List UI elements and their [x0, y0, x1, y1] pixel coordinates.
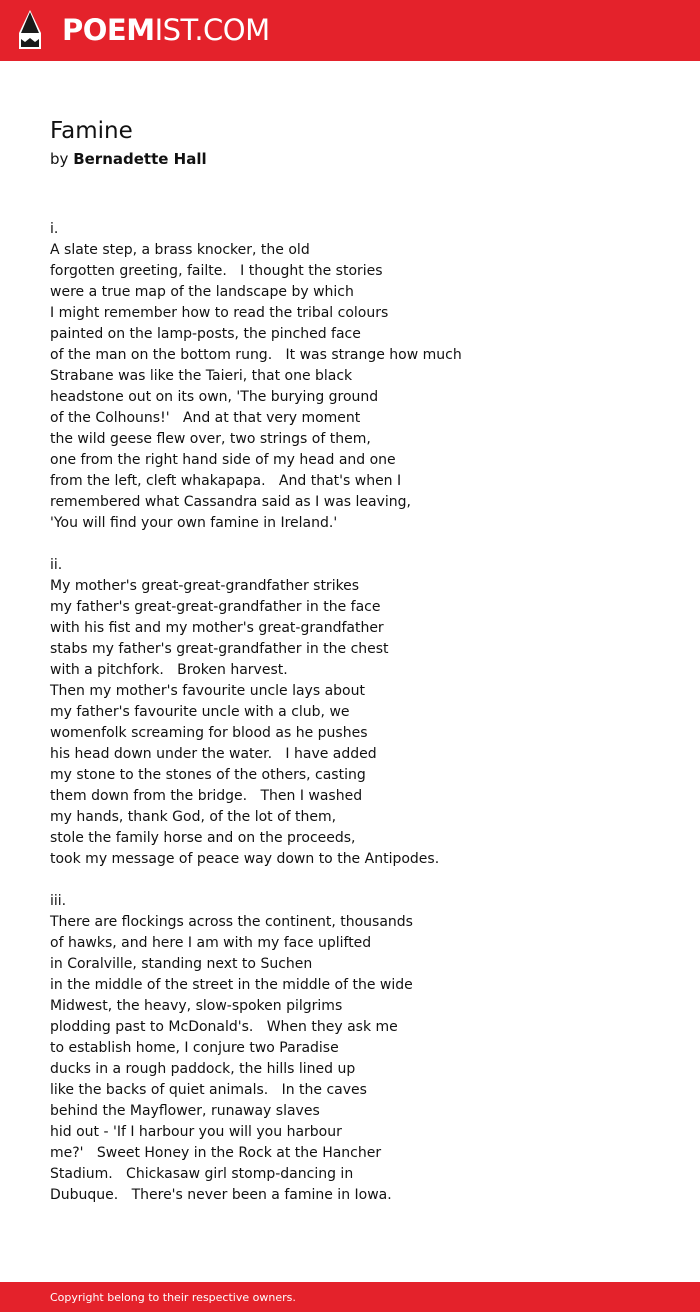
poem-line: hid out - 'If I harbour you will you harbour — [50, 1124, 342, 1140]
poem-line: his head down under the water. I have added — [50, 746, 377, 762]
stanza-number: i. — [50, 221, 59, 237]
poem-line: stabs my father's great-grandfather in the chest — [50, 641, 389, 657]
poem-line: were a true map of the landscape by which — [50, 284, 354, 300]
stanza-number: ii. — [50, 557, 63, 573]
poem-line: behind the Mayflower, runaway slaves — [50, 1103, 320, 1119]
poem-line: my stone to the stones of the others, casting — [50, 767, 366, 783]
poem-line: womenfolk screaming for blood as he pushes — [50, 725, 368, 741]
poem-line: A slate step, a brass knocker, the old — [50, 242, 310, 258]
poem-line: Midwest, the heavy, slow-spoken pilgrims — [50, 998, 343, 1014]
poem-line: me?' Sweet Honey in the Rock at the Hancher — [50, 1145, 382, 1161]
logo-text-light: IST.COM — [154, 13, 270, 47]
poem-line: stole the family horse and on the proceeds, — [50, 830, 356, 846]
poem-line: I might remember how to read the tribal colours — [50, 305, 389, 321]
poem-stanza — [50, 555, 670, 870]
poem-line: my father's favourite uncle with a club, we — [50, 704, 350, 720]
poem-line: from the left, cleft whakapapa. And that's when I — [50, 473, 402, 489]
poem-line: painted on the lamp-posts, the pinched face — [50, 326, 361, 342]
poem-line: with a pitchfork. Broken harvest. — [50, 662, 288, 678]
poem-line: Then my mother's favourite uncle lays about — [50, 683, 365, 699]
poem-line: forgotten greeting, failte. I thought the stories — [50, 263, 383, 279]
copyright-notice: Copyright belong to their respective owners. — [50, 1291, 296, 1304]
poem-line: with his fist and my mother's great-grandfather — [50, 620, 384, 636]
poem-line: My mother's great-great-grandfather strikes — [50, 578, 360, 594]
poem-stanza — [50, 891, 670, 1206]
byline-prefix: by — [50, 150, 69, 168]
poem-line: Dubuque. There's never been a famine in Iowa. — [50, 1187, 392, 1203]
logo-text-strong: POEM — [62, 13, 155, 47]
author-name: Bernadette Hall — [73, 150, 207, 168]
poem-line: of hawks, and here I am with my face uplifted — [50, 935, 372, 951]
poem-line: remembered what Cassandra said as I was leaving, — [50, 494, 411, 510]
poem-line: like the backs of quiet animals. In the caves — [50, 1082, 367, 1098]
poem-line: in Coralville, standing next to Suchen — [50, 956, 313, 972]
site-footer — [0, 1282, 700, 1312]
poem-line: took my message of peace way down to the Antipodes. — [50, 851, 440, 867]
poem-line: one from the right hand side of my head and one — [50, 452, 396, 468]
poem-line: plodding past to McDonald's. When they ask me — [50, 1019, 398, 1035]
site-header — [0, 0, 700, 61]
page-title: Famine — [50, 118, 133, 144]
poem-line: to establish home, I conjure two Paradise — [50, 1040, 339, 1056]
stanza-number: iii. — [50, 893, 67, 909]
poem-line: ducks in a rough paddock, the hills lined up — [50, 1061, 356, 1077]
poem-line: in the middle of the street in the middle of the wide — [50, 977, 413, 993]
pen-nib-icon[interactable] — [17, 9, 43, 51]
poem-line: There are flockings across the continent, thousands — [50, 914, 413, 930]
poem-heading — [50, 115, 670, 169]
poem-line: my father's great-great-grandfather in the face — [50, 599, 381, 615]
poem-line: of the man on the bottom rung. It was strange how much — [50, 347, 462, 363]
site-logo[interactable] — [62, 12, 270, 48]
poem-line: Stadium. Chickasaw girl stomp-dancing in — [50, 1166, 354, 1182]
poem-line: them down from the bridge. Then I washed — [50, 788, 363, 804]
poem-line: Strabane was like the Taieri, that one black — [50, 368, 353, 384]
poem-line: 'You will find your own famine in Ireland.' — [50, 515, 338, 531]
poem-body — [50, 219, 670, 1227]
poem-line: my hands, thank God, of the lot of them, — [50, 809, 337, 825]
poem-line: headstone out on its own, 'The burying ground — [50, 389, 379, 405]
poem-line: of the Colhouns!' And at that very moment — [50, 410, 361, 426]
byline — [50, 149, 670, 169]
poem-line: the wild geese flew over, two strings of them, — [50, 431, 371, 447]
poem-stanza — [50, 219, 670, 534]
